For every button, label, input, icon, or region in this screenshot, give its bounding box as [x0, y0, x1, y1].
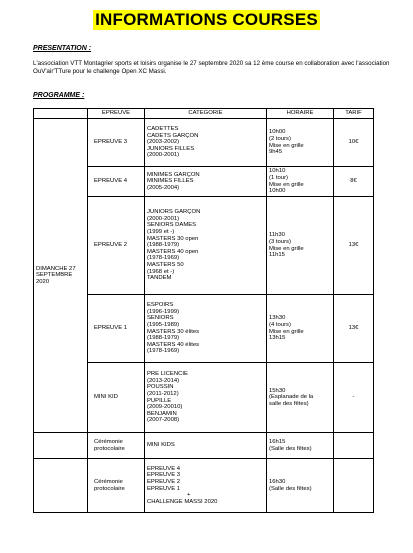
- epreuve-cell: [88, 433, 145, 459]
- horaire-line: 11h15: [269, 252, 285, 259]
- categorie-line: (2013-2014): [147, 377, 180, 384]
- presentation-text: L'association VTT Montagrier sports et loisirs organise le 27 septembre 2020 sa 12 ème course en collaboration avec l'association OuV'air'TTure pour le challenge Open XC Massi.: [33, 60, 390, 75]
- horaire-line: 15h30: [269, 387, 286, 394]
- categorie-line: MASTERS 40 élites: [147, 341, 200, 348]
- horaire-line: (1 tour): [269, 174, 288, 181]
- categorie-cell: [145, 119, 267, 167]
- header-date: [34, 109, 88, 119]
- categorie-cell: [145, 433, 267, 459]
- horaire-cell: [267, 119, 334, 167]
- programme-table: [33, 108, 374, 513]
- header-epreuve: EPREUVE: [88, 109, 145, 119]
- categorie-cell: [145, 459, 267, 513]
- horaire-line: Mise en grille: [269, 142, 304, 149]
- epreuve-cell: [88, 167, 145, 197]
- categorie-line: (2003-2002): [147, 139, 180, 146]
- categorie-cell: [145, 363, 267, 433]
- horaire-line: 9h45: [269, 149, 283, 156]
- date-line: DIMANCHE 27: [36, 265, 76, 272]
- programme-heading: PROGRAMME :: [33, 92, 85, 99]
- categorie-line: MINIMES GARÇON: [147, 171, 200, 178]
- horaire-line: Mise en grille: [269, 181, 304, 188]
- categorie-line: (2000-2001): [147, 152, 180, 159]
- categorie-line: MINI KIDS: [147, 442, 175, 449]
- horaire-cell: [267, 295, 334, 363]
- tarif-cell: [334, 459, 374, 513]
- categorie-line: EPREUVE 3: [147, 472, 181, 479]
- categorie-cell: [145, 197, 267, 295]
- empty-date-cell: [34, 433, 88, 459]
- horaire-cell: [267, 363, 334, 433]
- empty-date-cell: [34, 459, 88, 513]
- presentation-heading: PRESENTATION :: [33, 45, 92, 52]
- horaire-cell: [267, 167, 334, 197]
- categorie-line: (1988-1979): [147, 242, 180, 249]
- categorie-line: (1996-1999): [147, 308, 180, 315]
- epreuve-line: EPREUVE 2: [94, 242, 128, 249]
- header-tarif: TARIF: [334, 109, 374, 119]
- table-row: [34, 119, 374, 167]
- horaire-line: 11h30: [269, 232, 285, 239]
- horaire-line: (Esplanade de la: [269, 394, 314, 401]
- categorie-line: (2011-2012): [147, 390, 179, 397]
- categorie-line: (1999 et -): [147, 229, 175, 236]
- categorie-line: EPREUVE 1: [147, 485, 181, 492]
- horaire-line: 13h30: [269, 315, 286, 322]
- epreuve-cell: [88, 459, 145, 513]
- categorie-line: CADETTES: [147, 126, 179, 133]
- horaire-line: (4 tours): [269, 321, 291, 328]
- categorie-line: PRE LICENCIE: [147, 371, 188, 378]
- epreuve-line: Cérémonie: [94, 438, 123, 445]
- categorie-line: CHALLENGE MASSI 2020: [147, 498, 218, 505]
- header-categorie: CATEGORIE: [145, 109, 267, 119]
- epreuve-line: protocolaire: [94, 485, 125, 492]
- horaire-line: 10h00: [269, 188, 286, 195]
- categorie-line: (2009-20010): [147, 404, 183, 411]
- horaire-line: (Salle des fêtes): [269, 485, 312, 492]
- epreuve-line: MINI KID: [94, 394, 118, 401]
- horaire-line: 13h15: [269, 335, 286, 342]
- epreuve-line: EPREUVE 4: [94, 178, 128, 185]
- table-header-row: [34, 109, 374, 119]
- horaire-line: (2 tours): [269, 135, 291, 142]
- horaire-line: 16h30: [269, 478, 286, 485]
- table-row: [34, 433, 374, 459]
- categorie-line: SENIORS: [147, 315, 174, 322]
- horaire-cell: [267, 433, 334, 459]
- categorie-cell: [145, 295, 267, 363]
- categorie-line: TANDEM: [147, 275, 172, 282]
- tarif-cell: [334, 433, 374, 459]
- epreuve-line: EPREUVE 1: [94, 325, 128, 332]
- epreuve-line: Cérémonie: [94, 478, 123, 485]
- tarif-cell: 13€: [334, 295, 374, 363]
- categorie-line: MASTERS 30 open: [147, 235, 199, 242]
- categorie-line: (2005-2004): [147, 184, 180, 191]
- header-horaire: HORAIRE: [267, 109, 334, 119]
- categorie-line: MASTERS 50: [147, 261, 184, 268]
- horaire-line: 10h10: [269, 168, 286, 175]
- categorie-line: (1978-1969): [147, 348, 180, 355]
- categorie-line: BENJAMIN: [147, 410, 177, 417]
- epreuve-line: EPREUVE 3: [94, 139, 128, 146]
- categorie-line: ESPOIRS: [147, 302, 174, 309]
- categorie-line: EPREUVE 2: [147, 478, 181, 485]
- epreuve-cell: [88, 363, 145, 433]
- horaire-line: (Salle des fêtes): [269, 445, 312, 452]
- categorie-line: (2007-2008): [147, 417, 180, 424]
- horaire-cell: [267, 459, 334, 513]
- categorie-line: POUSSIN: [147, 384, 174, 391]
- categorie-line: JUNIORS FILLES: [147, 145, 195, 152]
- categorie-cell: [145, 167, 267, 197]
- tarif-cell: 10€: [334, 119, 374, 167]
- categorie-line: (1978-1969): [147, 255, 180, 262]
- categorie-line: +: [187, 492, 191, 499]
- categorie-line: SENIORS DAMES: [147, 222, 197, 229]
- epreuve-line: protocolaire: [94, 445, 125, 452]
- categorie-line: (1968 et -): [147, 268, 175, 275]
- date-line: SEPTEMBRE: [36, 272, 73, 279]
- horaire-line: Mise en grille: [269, 245, 304, 252]
- table-row: [34, 459, 374, 513]
- tarif-cell: 8€: [334, 167, 374, 197]
- date-line: 2020: [36, 278, 50, 285]
- epreuve-cell: [88, 295, 145, 363]
- categorie-line: MASTERS 30 élites: [147, 328, 200, 335]
- horaire-line: salle des fêtes): [269, 400, 309, 407]
- categorie-line: JUNIORS GARÇON: [147, 209, 201, 216]
- horaire-cell: [267, 197, 334, 295]
- epreuve-cell: [88, 197, 145, 295]
- tarif-cell: -: [334, 363, 374, 433]
- epreuve-cell: [88, 119, 145, 167]
- horaire-line: Mise en grille: [269, 328, 304, 335]
- categorie-line: PUPILLE: [147, 397, 172, 404]
- categorie-line: (1988-1979): [147, 335, 180, 342]
- page-title: INFORMATIONS COURSES: [95, 10, 318, 29]
- horaire-line: (3 tours): [269, 238, 291, 245]
- categorie-line: (2000-2001): [147, 215, 180, 222]
- categorie-line: MASTERS 40 open: [147, 248, 199, 255]
- categorie-line: MINIMES FILLES: [147, 178, 194, 185]
- tarif-cell: 13€: [334, 197, 374, 295]
- categorie-line: (1995-1989): [147, 321, 180, 328]
- categorie-line: EPREUVE 4: [147, 465, 181, 472]
- categorie-line: CADETS GARÇON: [147, 132, 199, 139]
- title-wrapper: [0, 10, 413, 30]
- horaire-line: 16h15: [269, 438, 286, 445]
- horaire-line: 10h00: [269, 129, 286, 136]
- date-cell: [34, 119, 88, 433]
